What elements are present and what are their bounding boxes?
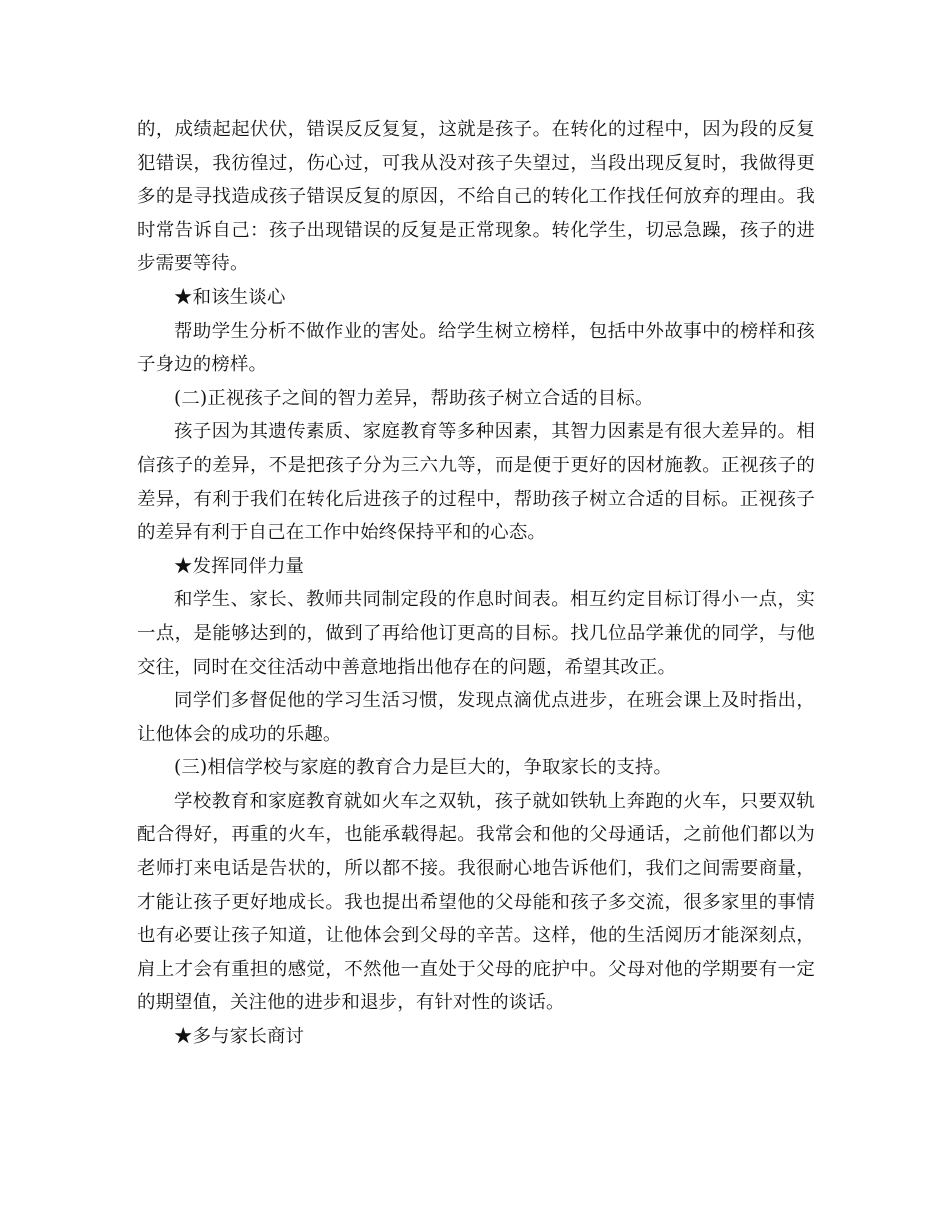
heading-discuss-with-parents: ★多与家长商讨 (174, 1026, 305, 1048)
heading-section-2: (二)正视孩子之间的智力差异，帮助孩子树立合适的目标。 (174, 387, 654, 409)
paragraph-1: 的，成绩起起伏伏，错误反反复复，这就是孩子。在转化的过程中，因为段的反复犯错误，我彷徨过，伤心过，可我从没对孩子失望过，当段出现反复时，我做得更多的是寻找造成孩子错误反复的原因，不给自己的转化工作找任何放弃的理由。我时常告诉自己：孩子出现错误的反复是正常现象。转化学生，切忌急躁，孩子的进步需要等待。 (137, 119, 815, 275)
paragraph-4: 和学生、家长、教师共同制定段的作息时间表。相互约定目标订得小一点，实一点，是能够达到的，做到了再给他订更高的目标。找几位品学兼优的同学，与他交往，同时在交往活动中善意地指出他存在的问题，希望其改正。 (137, 589, 815, 678)
heading-talk-with-student: ★和该生谈心 (174, 286, 286, 308)
paragraph-5: 同学们多督促他的学习生活习惯，发现点滴优点进步，在班会课上及时指出，让他体会的成功的乐趣。 (137, 690, 815, 745)
paragraph-3: 孩子因为其遗传素质、家庭教育等多种因素，其智力因素是有很大差异的。相信孩子的差异，不是把孩子分为三六九等，而是便于更好的因材施教。正视孩子的差异，有利于我们在转化后进孩子的过程中，帮助孩子树立合适的目标。正视孩子的差异有利于自己在工作中始终保持平和的心态。 (137, 421, 815, 544)
paragraph-2: 帮助学生分析不做作业的害处。给学生树立榜样，包括中外故事中的榜样和孩子身边的榜样。 (137, 320, 815, 376)
heading-section-3: (三)相信学校与家庭的教育合力是巨大的，争取家长的支持。 (174, 757, 673, 779)
heading-peer-power: ★发挥同伴力量 (174, 555, 305, 577)
paragraph-6: 学校教育和家庭教育就如火车之双轨，孩子就如铁轨上奔跑的火车，只要双轨配合得好，再重的火车，也能承载得起。我常会和他的父母通话，之前他们都以为老师打来电话是告状的，所以都不接。我很耐心地告诉他们，我们之间需要商量，才能让孩子更好地成长。我也提出希望他的父母能和孩子多交流，很多家里的事情也有必要让孩子知道，让他体会到父母的辛苦。这样，他的生活阅历才能深刻点，肩上才会有重担的感觉，不然他一直处于父母的庇护中。父母对他的学期要有一定的期望值，关注他的进步和退步，有针对性的谈话。 (137, 790, 815, 1014)
document-body (137, 113, 815, 1054)
